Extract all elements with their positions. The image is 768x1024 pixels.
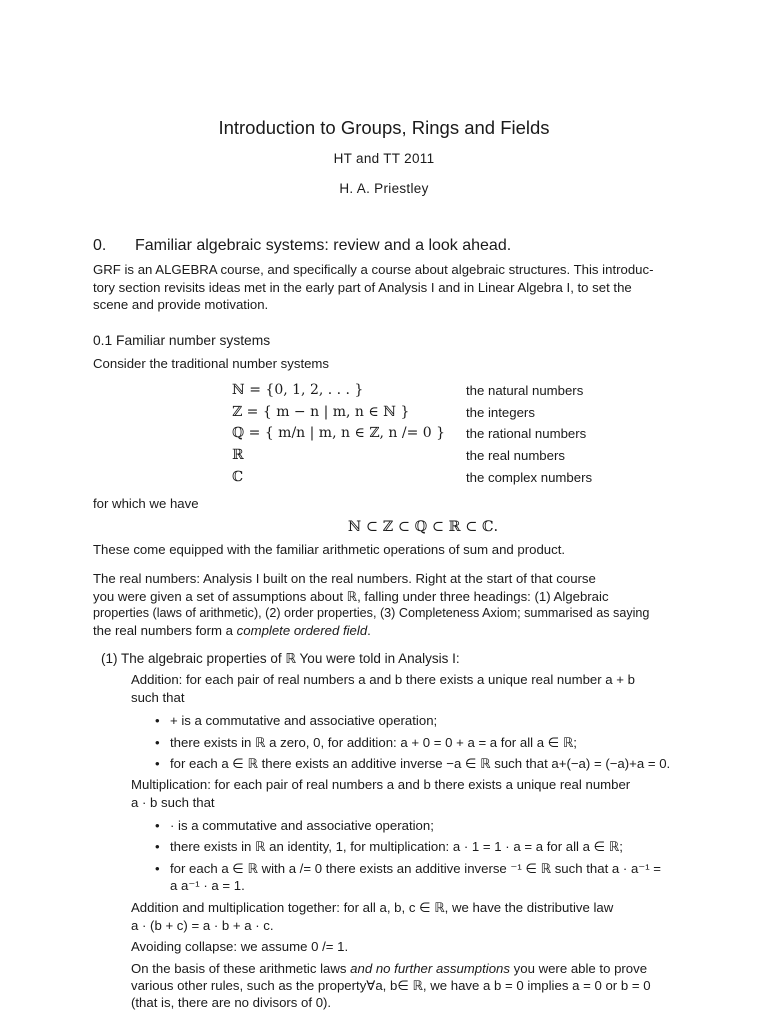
bullet-text: there exists in ℝ an identity, 1, for multiplication: a · 1 = 1 · a = a for all a ∈ ℝ; xyxy=(170,839,623,854)
inclusion-formula: ℕ ⊂ ℤ ⊂ ℚ ⊂ ℝ ⊂ ℂ. xyxy=(348,519,499,535)
system-notation: ℤ = { m − n | m, n ∈ ℕ } xyxy=(232,404,410,420)
bullet-item xyxy=(155,861,661,877)
bullet-text: + is a commutative and associative operation; xyxy=(170,713,438,728)
addition-line: Addition: for each pair of real numbers a and b there exists a unique real number a + b xyxy=(131,672,635,687)
system-name: the real numbers xyxy=(466,448,565,463)
emphasis-text: complete ordered field xyxy=(236,623,368,638)
bullet-text: for each a ∈ ℝ with a /= 0 there exists an additive inverse ⁻¹ ∈ ℝ such that a · a⁻¹ = xyxy=(170,861,661,876)
bullet-icon: • xyxy=(155,713,160,728)
number-system-row xyxy=(232,447,652,468)
real-numbers-line: you were given a set of assumptions about ℝ, falling under three headings: (1) Algebraic xyxy=(93,589,609,604)
system-notation: ℕ = {0, 1, 2, . . . } xyxy=(232,382,364,398)
document-title: Introduction to Groups, Rings and Fields xyxy=(218,117,550,138)
number-system-row xyxy=(232,425,652,446)
text-run: On the basis of these arithmetic laws xyxy=(131,961,351,976)
intro-line: scene and provide motivation. xyxy=(93,297,269,312)
bullet-item xyxy=(155,713,437,728)
intro-line: GRF is an ALGEBRA course, and specifically a course about algebraic structures. This introduc- xyxy=(93,262,654,277)
multiplication-line: Multiplication: for each pair of real numbers a and b there exists a unique real number xyxy=(131,777,631,792)
number-system-row xyxy=(232,404,652,425)
basis-line: (that is, there are no divisors of 0). xyxy=(131,995,332,1010)
real-numbers-line xyxy=(93,623,371,638)
emphasis-text: and no further assumptions xyxy=(350,961,510,976)
system-name: the integers xyxy=(466,405,535,420)
bullet-item xyxy=(155,818,434,833)
bullet-item xyxy=(155,756,670,772)
system-name: the natural numbers xyxy=(466,383,584,398)
equipped-line: These come equipped with the familiar arithmetic operations of sum and product. xyxy=(93,542,566,557)
bullet-item xyxy=(155,735,577,751)
bullet-text: · is a commutative and associative operation; xyxy=(170,818,434,833)
subsection-heading: 0.1 Familiar number systems xyxy=(93,333,271,348)
section-title: Familiar algebraic systems: review and a look ahead. xyxy=(135,237,512,254)
system-notation: ℂ xyxy=(232,469,244,485)
bullet-icon: • xyxy=(155,735,160,750)
basis-line: various other rules, such as the property∀a, b∈ ℝ, we have a b = 0 implies a = 0 or b = 0 xyxy=(131,978,651,993)
intro-line: tory section revisits ideas met in the early part of Analysis I and in Linear Algebra I, to set the xyxy=(93,280,632,295)
text-run: . xyxy=(367,623,371,638)
text-run: the real numbers form a xyxy=(93,623,237,638)
system-name: the rational numbers xyxy=(466,426,587,441)
bullet-continuation: a a⁻¹ · a = 1. xyxy=(170,878,245,893)
bullet-icon: • xyxy=(155,861,160,876)
term-line: HT and TT 2011 xyxy=(333,151,435,166)
basis-line xyxy=(131,961,647,976)
real-numbers-line: properties (laws of arithmetic), (2) order properties, (3) Completeness Axiom; summarised as saying xyxy=(93,606,650,620)
for-which-line: for which we have xyxy=(93,496,199,511)
bullet-icon: • xyxy=(155,756,160,771)
bullet-text: for each a ∈ ℝ there exists an additive inverse −a ∈ ℝ such that a+(−a) = (−a)+a = 0. xyxy=(170,756,671,771)
distributive-line: Addition and multiplication together: for all a, b, c ∈ ℝ, we have the distributive law xyxy=(131,900,614,915)
multiplication-line: a · b such that xyxy=(131,795,215,810)
bullet-icon: • xyxy=(155,818,160,833)
number-system-row xyxy=(232,382,652,403)
addition-line: such that xyxy=(131,690,185,705)
algebraic-properties-heading: (1) The algebraic properties of ℝ You were told in Analysis I: xyxy=(101,651,460,666)
bullet-item xyxy=(155,839,623,855)
real-numbers-line: The real numbers: Analysis I built on the real numbers. Right at the start of that course xyxy=(93,571,596,586)
avoiding-collapse-line: Avoiding collapse: we assume 0 /= 1. xyxy=(131,939,349,954)
number-system-row xyxy=(232,469,652,490)
system-notation: ℝ xyxy=(232,447,244,463)
system-name: the complex numbers xyxy=(466,470,593,485)
bullet-text: there exists in ℝ a zero, 0, for addition: a + 0 = 0 + a = a for all a ∈ ℝ; xyxy=(170,735,577,750)
section-heading xyxy=(93,237,511,255)
distributive-line: a · (b + c) = a · b + a · c. xyxy=(131,918,274,933)
author-line: H. A. Priestley xyxy=(339,181,429,196)
system-notation: ℚ = { m/n | m, n ∈ ℤ, n /= 0 } xyxy=(232,425,446,441)
section-number: 0. xyxy=(93,237,107,254)
bullet-icon: • xyxy=(155,839,160,854)
text-run: you were able to prove xyxy=(509,961,648,976)
consider-line: Consider the traditional number systems xyxy=(93,356,330,371)
